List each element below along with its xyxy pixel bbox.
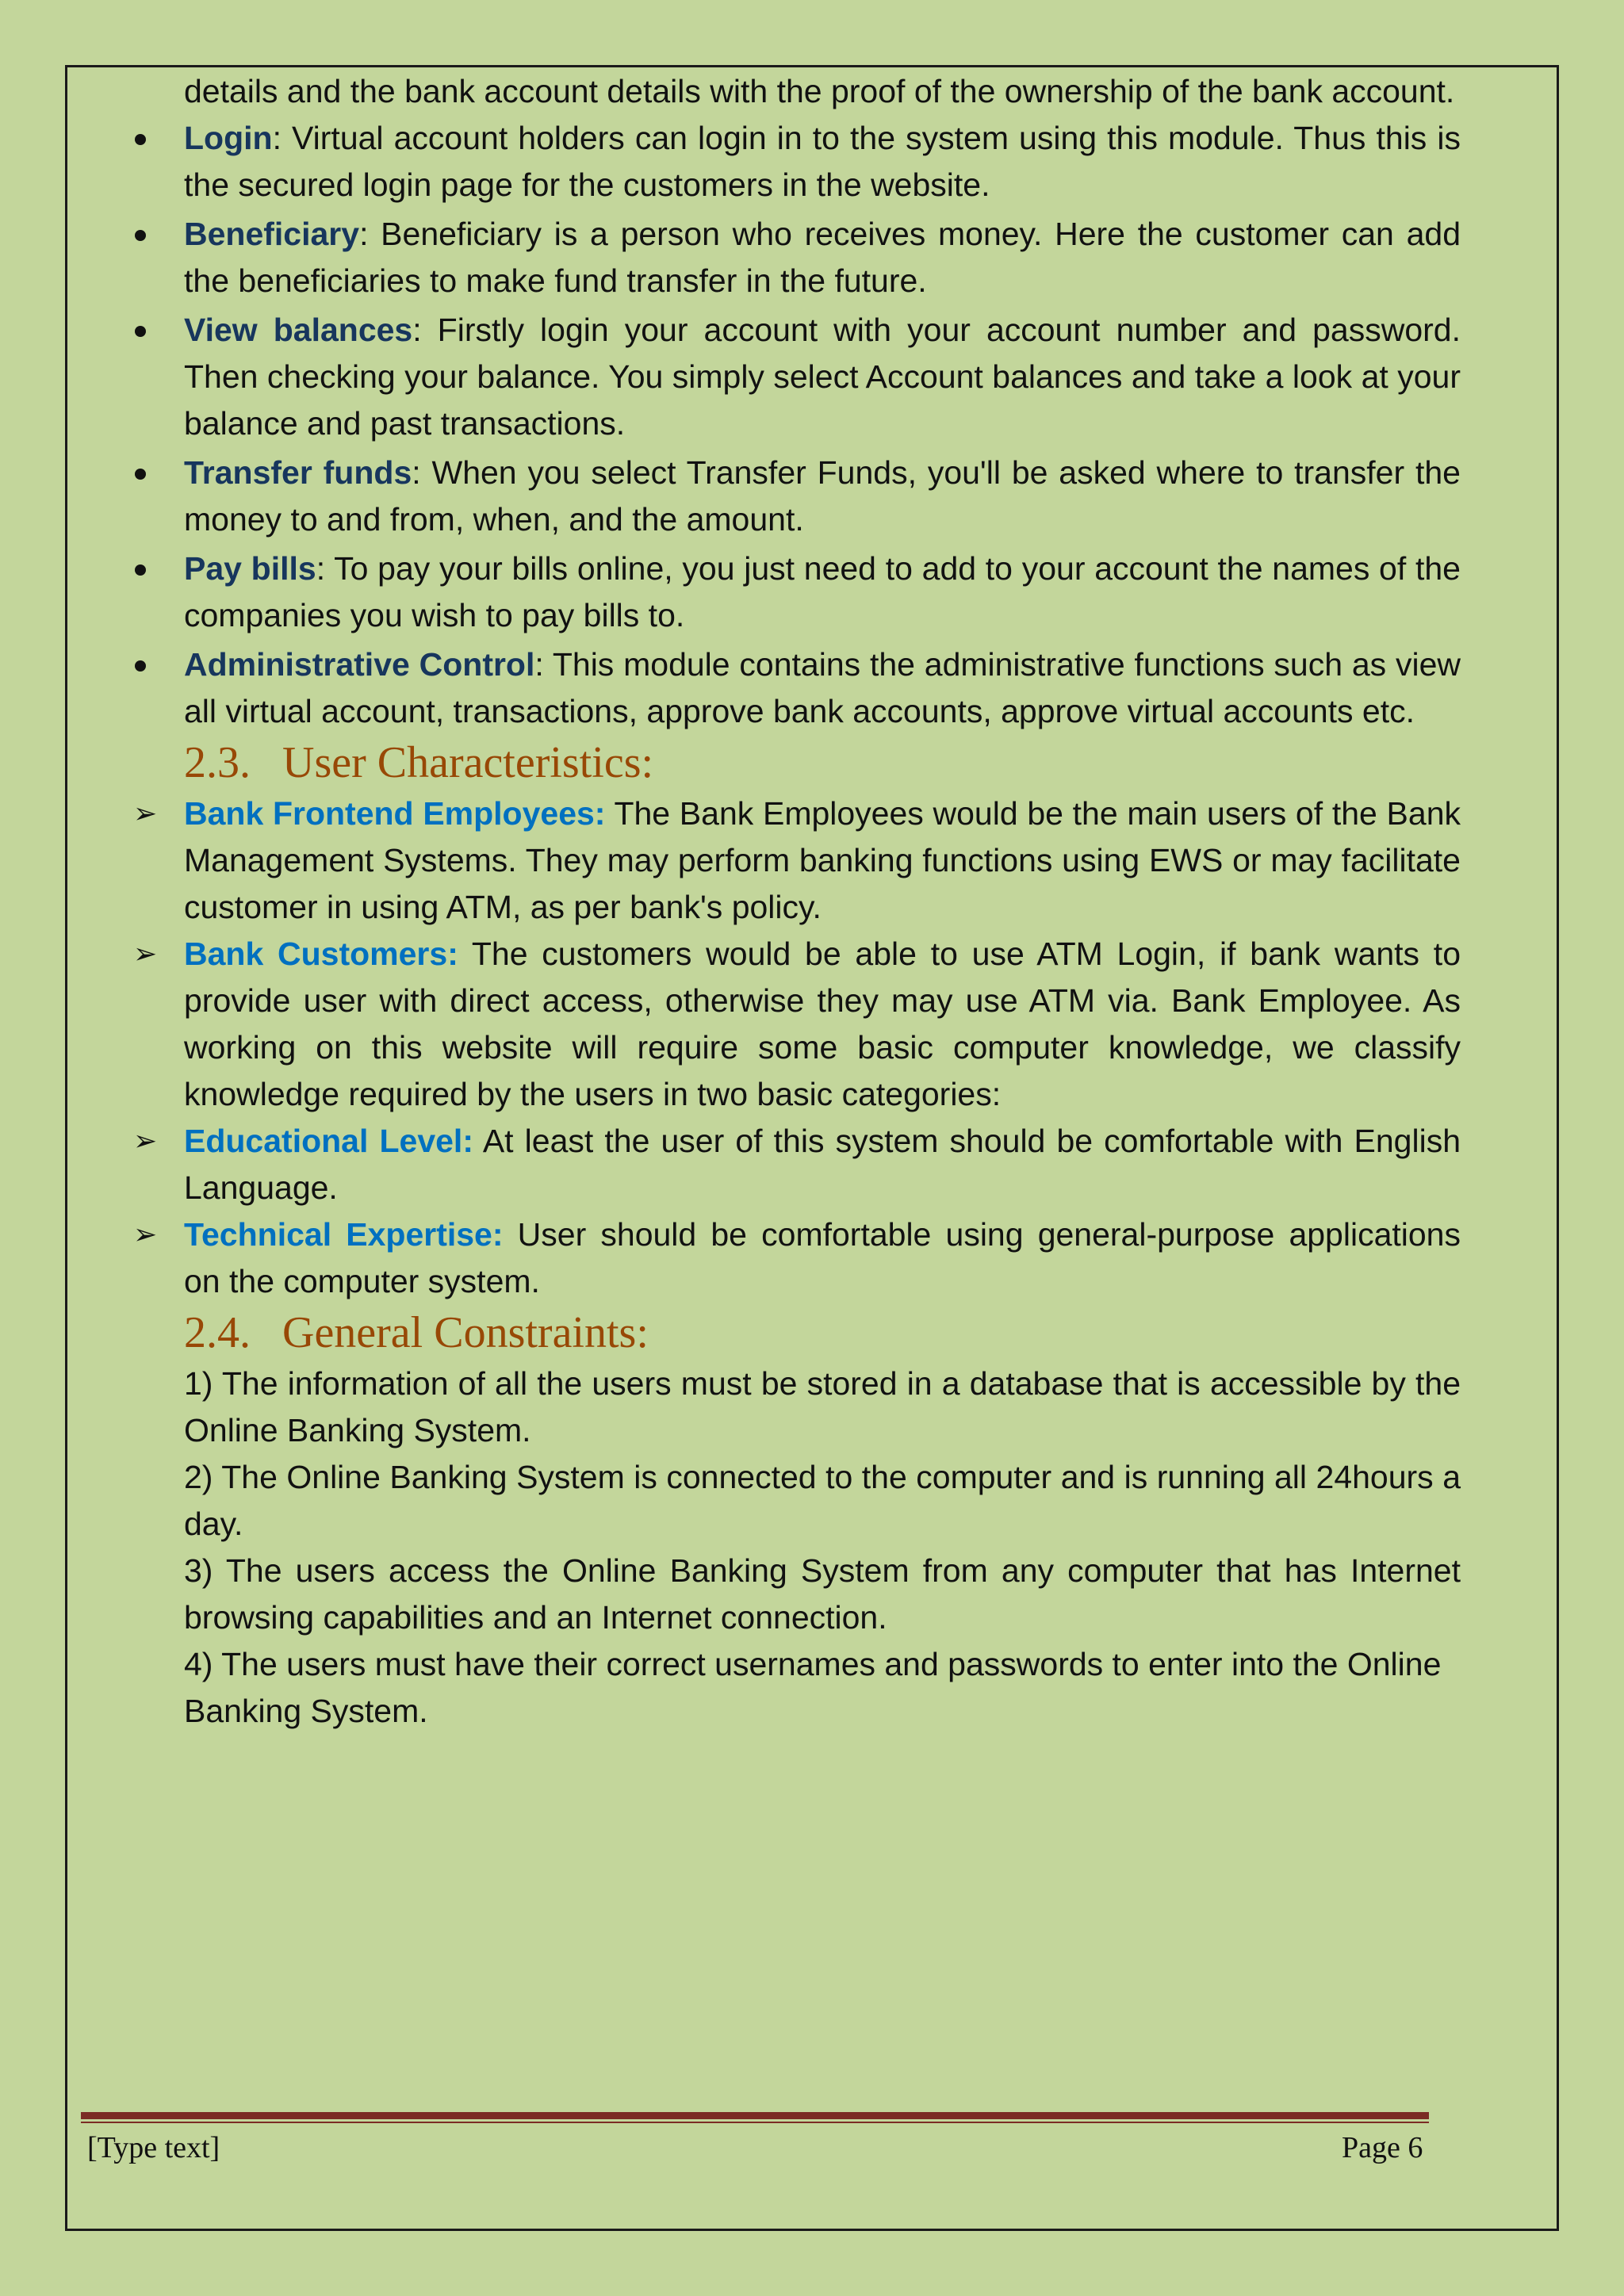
bullet-icon xyxy=(135,469,146,480)
user-term: Technical Expertise: xyxy=(184,1216,504,1253)
user-term: Bank Frontend Employees: xyxy=(184,795,606,832)
section-heading-user-characteristics xyxy=(184,735,1461,790)
section-heading-general-constraints xyxy=(184,1305,1461,1360)
user-description: The Bank Employees would be the main users of the Bank Management Systems. They may perform banking functions using EWS or may facilitate customer in using ATM, as per bank's policy. xyxy=(184,795,1461,925)
user-description: At least the user of this system should be comfortable with English Language. xyxy=(184,1123,1461,1206)
constraint-item: 4) The users must have their correct usernames and passwords to enter into the Online Banking System. xyxy=(184,1646,1442,1729)
page-content xyxy=(133,68,1461,1735)
user-characteristics-list xyxy=(133,790,1461,1305)
arrow-bullet-icon: ➢ xyxy=(133,1219,158,1251)
module-term: Transfer funds xyxy=(184,454,412,491)
constraint-item: 3) The users access the Online Banking System from any computer that has Internet browsing capabilities and an Internet connection. xyxy=(184,1552,1461,1636)
section-title: User Characteristics: xyxy=(282,738,654,787)
module-term: View balances xyxy=(184,312,413,348)
user-item-bank-customers xyxy=(133,931,1461,1118)
arrow-bullet-icon: ➢ xyxy=(133,938,158,970)
constraint-item: 1) The information of all the users must be stored in a database that is accessible by the Online Banking System. xyxy=(184,1365,1461,1448)
module-term: Pay bills xyxy=(184,550,316,587)
constraint-item: 2) The Online Banking System is connected to the computer and is running all 24hours a day. xyxy=(184,1459,1461,1542)
module-term: Administrative Control xyxy=(184,646,535,683)
module-description: : When you select Transfer Funds, you'll be asked where to transfer the money to and from, when, and the amount. xyxy=(184,454,1461,538)
module-item-pay-bills xyxy=(184,545,1461,639)
user-item-technical-expertise xyxy=(133,1211,1461,1305)
module-description: : Firstly login your account with your account number and password. Then checking your balance. You simply select Account balances and take a look at your balance and past transactions. xyxy=(184,312,1461,442)
module-description: : Beneficiary is a person who receives money. Here the customer can add the beneficiaries to make fund transfer in the future. xyxy=(184,216,1461,299)
arrow-bullet-icon: ➢ xyxy=(133,1125,158,1158)
section-title: General Constraints: xyxy=(282,1308,649,1357)
section-number: 2.3. xyxy=(184,738,251,787)
bullet-icon xyxy=(135,564,146,576)
module-item-view-balances xyxy=(184,307,1461,447)
module-item-transfer-funds xyxy=(184,450,1461,543)
module-item-administrative-control xyxy=(184,641,1461,735)
module-list xyxy=(184,115,1461,735)
intro-continuation: details and the bank account details with the proof of the ownership of the bank account. xyxy=(184,73,1455,109)
bullet-icon xyxy=(135,326,146,337)
bullet-icon xyxy=(135,230,146,241)
user-description: The customers would be able to use ATM Login, if bank wants to provide user with direct access, otherwise they may use ATM via. Bank Employee. As working on this website will require some basic computer knowledge, we classify knowledge required by the users in two basic categories: xyxy=(184,936,1461,1112)
footer-placeholder-text: [Type text] xyxy=(87,2131,220,2164)
user-item-frontend-employees xyxy=(133,790,1461,931)
module-description: : This module contains the administrative functions such as view all virtual account, transactions, approve bank accounts, approve virtual accounts etc. xyxy=(184,646,1461,729)
user-description: User should be comfortable using general-purpose applications on the computer system. xyxy=(184,1216,1461,1299)
module-item-beneficiary xyxy=(184,211,1461,304)
user-item-educational-level xyxy=(133,1118,1461,1211)
user-term: Bank Customers: xyxy=(184,936,458,972)
module-term: Beneficiary xyxy=(184,216,360,252)
bullet-icon xyxy=(135,134,146,145)
module-description: : Virtual account holders can login in to the system using this module. Thus this is the secured login page for the customers in the website. xyxy=(184,120,1461,203)
module-description: : To pay your bills online, you just need to add to your account the names of the companies you wish to pay bills to. xyxy=(184,550,1461,633)
section-number: 2.4. xyxy=(184,1308,251,1357)
page-number: Page 6 xyxy=(1342,2131,1423,2164)
arrow-bullet-icon: ➢ xyxy=(133,798,158,830)
user-term: Educational Level: xyxy=(184,1123,473,1159)
bullet-icon xyxy=(135,660,146,672)
module-term: Login xyxy=(184,120,273,156)
module-item-login xyxy=(184,115,1461,209)
footer-divider xyxy=(81,2112,1429,2123)
